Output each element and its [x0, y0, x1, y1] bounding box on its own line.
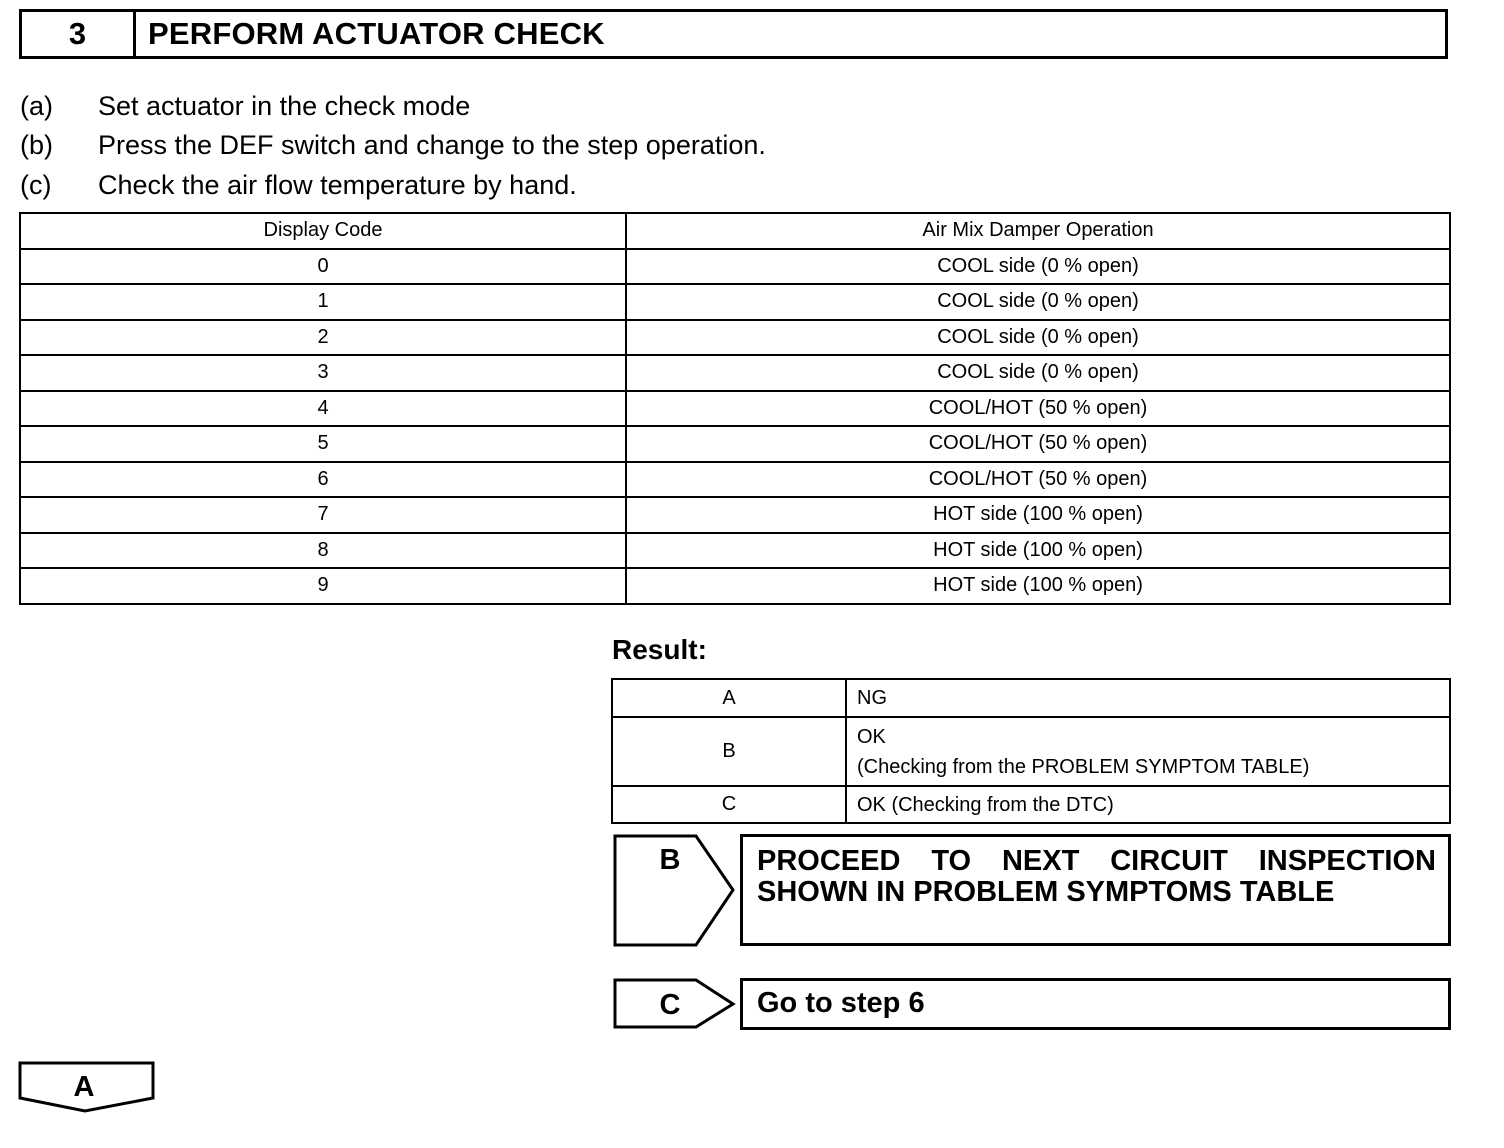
- table-row: [20, 391, 1450, 427]
- branch-b-line1: [757, 845, 1436, 878]
- branch-b-line2: SHOWN IN PROBLEM SYMPTOMS TABLE: [757, 876, 1335, 908]
- branch-b-word: NEXT: [1001, 845, 1080, 877]
- result-row-c: [612, 786, 1450, 823]
- damper-operation-cell: COOL side (0 % open): [626, 355, 1450, 391]
- table-row: [20, 568, 1450, 604]
- display-code-cell: 1: [20, 284, 626, 320]
- display-code-cell: 6: [20, 462, 626, 498]
- damper-operation-cell: COOL side (0 % open): [626, 320, 1450, 356]
- result-label: Result:: [612, 634, 707, 665]
- damper-operation-cell: HOT side (100 % open): [626, 533, 1450, 569]
- instruction-text: Set actuator in the check mode: [98, 91, 471, 121]
- column-header-damper-operation: Air Mix Damper Operation: [626, 213, 1450, 249]
- result-value-text: NG: [857, 687, 887, 709]
- instruction-c: [20, 170, 577, 200]
- branch-b-box: [740, 834, 1451, 946]
- damper-operation-cell: COOL/HOT (50 % open): [626, 391, 1450, 427]
- table-row: [20, 284, 1450, 320]
- result-table: [611, 678, 1451, 824]
- table-row: [20, 462, 1450, 498]
- result-value-note: (Checking from the PROBLEM SYMPTOM TABLE): [857, 755, 1310, 778]
- branch-c-arrow: [612, 977, 738, 1031]
- branch-b-word: TO: [931, 845, 972, 877]
- instruction-label: (b): [20, 130, 53, 160]
- damper-operation-cell: COOL side (0 % open): [626, 284, 1450, 320]
- step-number: 3: [22, 12, 136, 56]
- branch-b-letter: B: [659, 844, 681, 876]
- instruction-text: Press the DEF switch and change to the step operation.: [98, 130, 766, 160]
- branch-c-box: [740, 978, 1451, 1030]
- branch-b-word: PROCEED: [757, 845, 901, 877]
- table-row: [20, 497, 1450, 533]
- table-header-row: [20, 213, 1450, 249]
- branch-b-word: INSPECTION: [1258, 845, 1436, 877]
- result-key: B: [612, 717, 846, 786]
- display-code-cell: 9: [20, 568, 626, 604]
- result-key: A: [612, 679, 846, 717]
- result-row-a: [612, 679, 1450, 717]
- column-header-display-code: Display Code: [20, 213, 626, 249]
- instruction-label: (a): [20, 91, 53, 121]
- branch-a-arrow: [17, 1060, 157, 1116]
- branch-c-letter: C: [659, 989, 681, 1021]
- instruction-text: Check the air flow temperature by hand.: [98, 170, 577, 200]
- table-row: [20, 355, 1450, 391]
- display-code-cell: 0: [20, 249, 626, 285]
- display-code-cell: 7: [20, 497, 626, 533]
- display-code-cell: 5: [20, 426, 626, 462]
- result-value: [846, 679, 1450, 717]
- result-value-text: OK: [857, 725, 886, 748]
- damper-operation-table: [19, 212, 1451, 605]
- branch-b-arrow: [612, 833, 738, 948]
- table-row: [20, 533, 1450, 569]
- instruction-b: [20, 130, 766, 160]
- result-key: C: [612, 786, 846, 823]
- result-row-b: [612, 717, 1450, 786]
- display-code-cell: 3: [20, 355, 626, 391]
- result-value: [846, 717, 1450, 786]
- damper-operation-cell: HOT side (100 % open): [626, 497, 1450, 533]
- branch-b-word: CIRCUIT: [1110, 845, 1228, 877]
- step-header: [19, 9, 1448, 59]
- damper-operation-cell: COOL/HOT (50 % open): [626, 462, 1450, 498]
- instruction-a: [20, 91, 470, 121]
- table-row: [20, 426, 1450, 462]
- table-row: [20, 249, 1450, 285]
- table-row: [20, 320, 1450, 356]
- branch-a-letter: A: [73, 1071, 95, 1103]
- display-code-cell: 8: [20, 533, 626, 569]
- instruction-label: (c): [20, 170, 52, 200]
- display-code-cell: 2: [20, 320, 626, 356]
- result-value-text: OK (Checking from the DTC): [857, 793, 1114, 816]
- damper-operation-cell: COOL/HOT (50 % open): [626, 426, 1450, 462]
- branch-c-text: Go to step 6: [757, 987, 925, 1019]
- damper-operation-cell: HOT side (100 % open): [626, 568, 1450, 604]
- damper-operation-cell: COOL side (0 % open): [626, 249, 1450, 285]
- display-code-cell: 4: [20, 391, 626, 427]
- result-value: [846, 786, 1450, 823]
- step-title: PERFORM ACTUATOR CHECK: [148, 16, 605, 51]
